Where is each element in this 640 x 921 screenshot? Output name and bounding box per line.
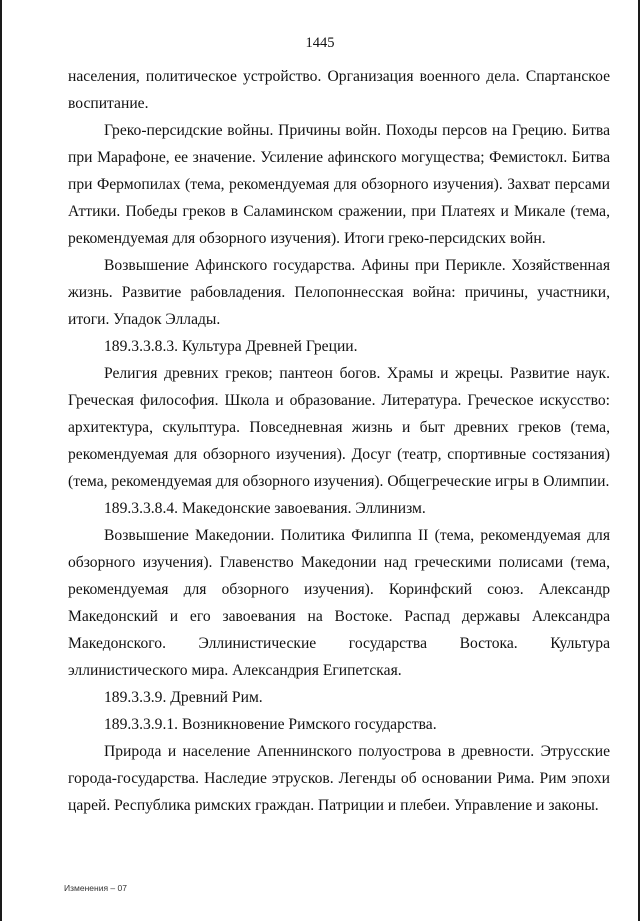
paragraph-continuation: населения, политическое устройство. Организация военного дела. Спартанское воспитание. xyxy=(68,68,610,112)
section-heading-greek-culture: 189.3.3.8.3. Культура Древней Греции. xyxy=(104,338,358,355)
section-heading-roman-state-origin: 189.3.3.9.1. Возникновение Римского государства. xyxy=(104,716,437,733)
paragraph-greco-persian-wars: Греко-персидские войны. Причины войн. Походы персов на Грецию. Битва при Марафоне, ее значение. Усиление афинского могущества; Фемистокл. Битва при Фермопилах (тема, рекомендуемая для обзорного изучения). Захват персами Аттики. Победы греков в Саламинском сражении, при Платеях и Микале (тема, рекомендуемая для обзорного изучения). Итоги греко-персидских войн. xyxy=(68,122,610,247)
paragraph-macedonia: Возвышение Македонии. Политика Филиппа II (тема, рекомендуемая для обзорного изучения). Главенство Македонии над греческими полисами (тема, рекомендуемая для обзорного изучения). Коринфский союз. Александр Македонский и его завоевания на Востоке. Распад державы Александра Македонского. Эллинистические государства Востока. Культура эллинистического мира. Александрия Египетская. xyxy=(68,527,610,679)
section-heading-ancient-rome: 189.3.3.9. Древний Рим. xyxy=(104,689,263,706)
paragraph-rise-of-athens: Возвышение Афинского государства. Афины при Перикле. Хозяйственная жизнь. Развитие рабовладения. Пелопоннесская война: причины, участники, итоги. Упадок Эллады. xyxy=(68,257,610,328)
page-number: 1445 xyxy=(305,35,335,51)
paragraph-apennine-peninsula: Природа и население Апеннинского полуострова в древности. Этрусские города-государства. Наследие этрусков. Легенды об основании Рима. Рим эпохи царей. Республика римских граждан. Патриции и плебеи. Управление и законы. xyxy=(68,743,610,814)
paragraph-greek-culture: Религия древних греков; пантеон богов. Храмы и жрецы. Развитие наук. Греческая философия. Школа и образование. Литература. Греческое искусство: архитектура, скульптура. Повседневная жизнь и быт древних греков (тема, рекомендуемая для обзорного изучения). Досуг (театр, спортивные состязания) (тема, рекомендуемая для обзорного изучения). Общегреческие игры в Олимпии. xyxy=(68,365,610,490)
footer-revision-note: Изменения – 07 xyxy=(64,883,127,893)
section-heading-macedonian-conquests: 189.3.3.8.4. Македонские завоевания. Эллинизм. xyxy=(104,500,426,517)
page-edge-left xyxy=(0,0,2,921)
document-body xyxy=(68,63,610,819)
